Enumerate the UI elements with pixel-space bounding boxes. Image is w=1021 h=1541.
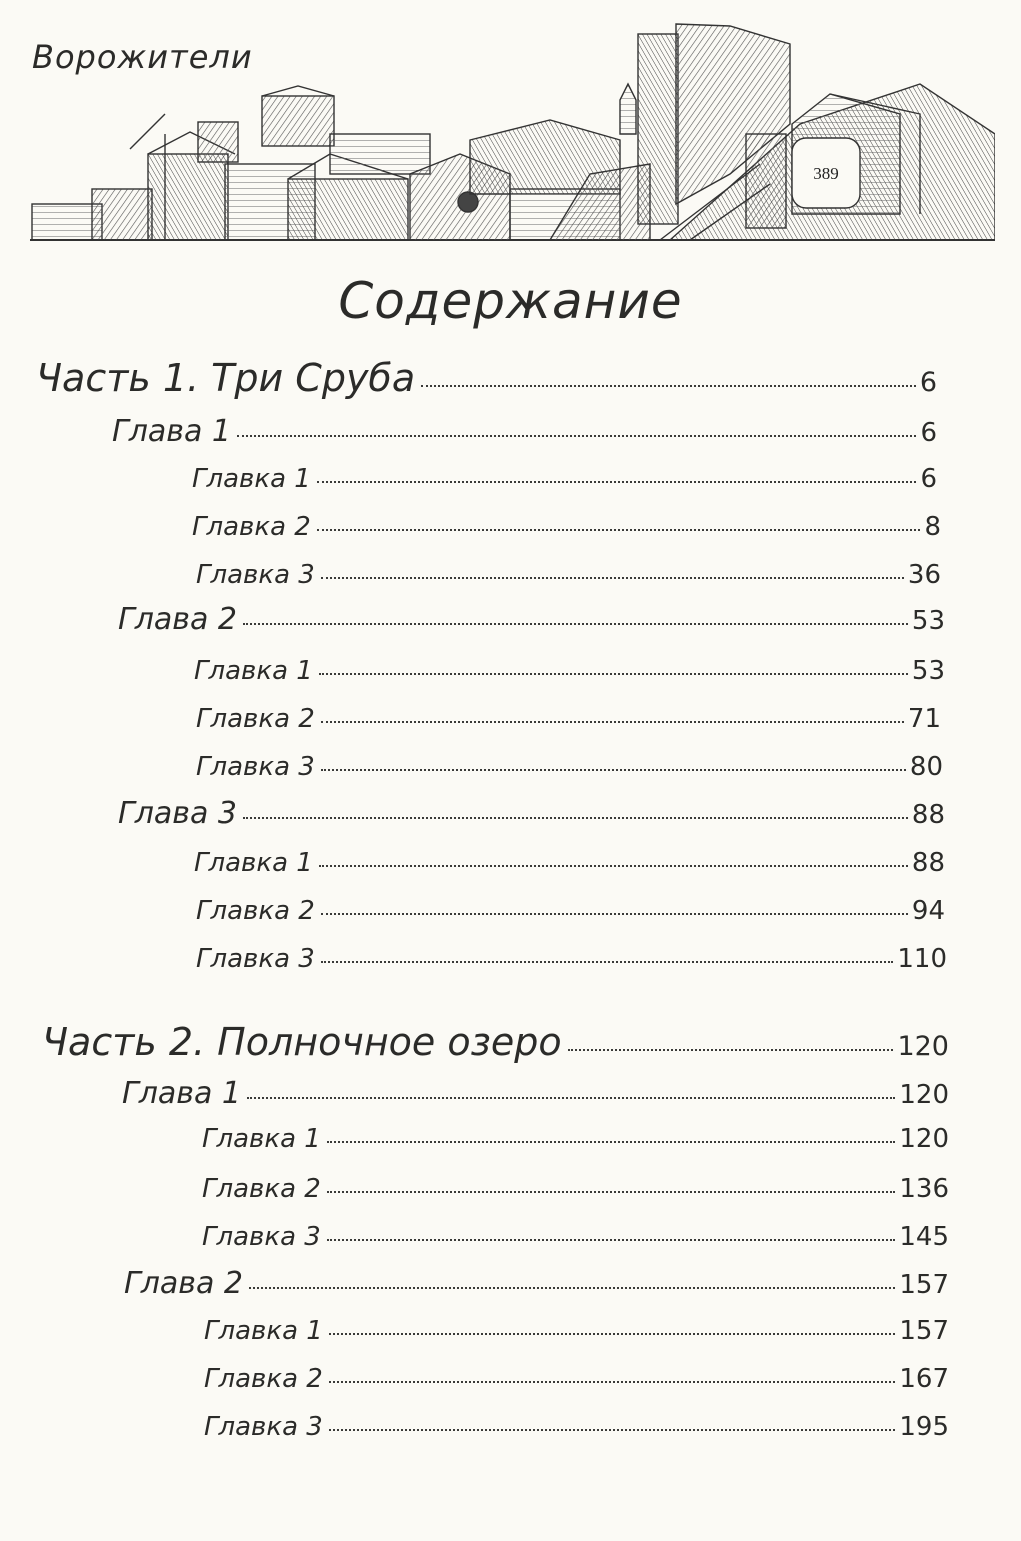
- page-number: 389: [813, 164, 839, 183]
- toc-section-title: Главка 2: [192, 512, 311, 542]
- dot-leader: [327, 1191, 896, 1193]
- toc-section-title: Главка 2: [196, 704, 315, 734]
- toc-page-number: 110: [897, 944, 947, 974]
- toc-page-number: 80: [909, 752, 943, 782]
- toc-section[interactable]: [196, 944, 947, 974]
- toc-page-number: 145: [899, 1222, 949, 1252]
- toc-section[interactable]: [196, 896, 945, 926]
- dot-leader: [329, 1333, 896, 1335]
- dot-leader: [317, 481, 917, 483]
- toc-part-1[interactable]: [36, 356, 937, 400]
- toc-section-title: Главка 2: [196, 896, 315, 926]
- toc-page-number: 88: [911, 800, 945, 830]
- toc-section[interactable]: [196, 560, 941, 590]
- toc-page-number: 71: [907, 704, 941, 734]
- toc-chapter[interactable]: [112, 414, 937, 449]
- toc-page-number: 8: [924, 512, 941, 542]
- toc-chapter[interactable]: [122, 1076, 949, 1111]
- toc-page-number: 120: [899, 1124, 949, 1154]
- toc-section-title: Главка 1: [194, 848, 313, 878]
- toc-section[interactable]: [204, 1316, 949, 1346]
- toc-section-title: Главка 3: [202, 1222, 321, 1252]
- toc-page-number: 6: [919, 367, 937, 398]
- dot-leader: [249, 1287, 895, 1289]
- toc-section[interactable]: [196, 704, 941, 734]
- dot-leader: [247, 1097, 895, 1099]
- toc-page-number: 120: [897, 1031, 949, 1062]
- toc-section[interactable]: [194, 656, 945, 686]
- toc-section[interactable]: [204, 1364, 949, 1394]
- dot-leader: [319, 673, 908, 675]
- toc-part-2[interactable]: [42, 1020, 949, 1064]
- dot-leader: [321, 769, 906, 771]
- toc-section[interactable]: [204, 1412, 949, 1442]
- toc-part-title: Часть 2. Полночное озеро: [42, 1020, 562, 1064]
- dot-leader: [327, 1141, 896, 1143]
- toc-section[interactable]: [192, 512, 941, 542]
- toc-chapter-title: Глава 1: [122, 1076, 241, 1111]
- toc-chapter-title: Глава 3: [118, 796, 237, 831]
- dot-leader: [329, 1381, 896, 1383]
- toc-page-number: 136: [899, 1174, 949, 1204]
- toc-chapter-title: Глава 2: [124, 1266, 243, 1301]
- toc-chapter[interactable]: [124, 1266, 949, 1301]
- dot-leader: [237, 435, 916, 437]
- toc-section-title: Главка 3: [204, 1412, 323, 1442]
- toc-section[interactable]: [202, 1174, 949, 1204]
- toc-section-title: Главка 1: [192, 464, 311, 494]
- toc-page-number: 167: [899, 1364, 949, 1394]
- dot-leader: [327, 1239, 896, 1241]
- toc-page-number: 94: [911, 896, 945, 926]
- dot-leader: [317, 529, 921, 531]
- toc-section-title: Главка 1: [194, 656, 313, 686]
- toc-page-number: 6: [920, 464, 937, 494]
- toc-section-title: Главка 3: [196, 944, 315, 974]
- book-title: Ворожители: [32, 38, 253, 76]
- dot-leader: [321, 961, 894, 963]
- toc-part-title: Часть 1. Три Сруба: [36, 356, 416, 400]
- toc-page-number: 53: [911, 656, 945, 686]
- toc-page-number: 6: [920, 418, 937, 448]
- dot-leader: [321, 721, 904, 723]
- toc-section-title: Главка 2: [202, 1174, 321, 1204]
- toc-section[interactable]: [202, 1124, 949, 1154]
- toc-heading: Содержание: [338, 272, 683, 330]
- dot-leader: [568, 1049, 894, 1051]
- page-header: [0, 0, 1021, 250]
- toc-page-number: 157: [899, 1316, 949, 1346]
- dot-leader: [243, 817, 908, 819]
- toc-section-title: Главка 1: [204, 1316, 323, 1346]
- dot-leader: [329, 1429, 896, 1431]
- dot-leader: [421, 385, 916, 387]
- toc-chapter[interactable]: [118, 602, 945, 637]
- toc-section[interactable]: [192, 464, 937, 494]
- dot-leader: [243, 623, 908, 625]
- toc-section[interactable]: [194, 848, 945, 878]
- toc-chapter-title: Глава 2: [118, 602, 237, 637]
- toc-section[interactable]: [202, 1222, 949, 1252]
- toc-page-number: 36: [907, 560, 941, 590]
- dot-leader: [321, 577, 904, 579]
- toc-chapter-title: Глава 1: [112, 414, 231, 449]
- toc-page-number: 157: [899, 1270, 949, 1300]
- toc-page-number: 53: [911, 606, 945, 636]
- toc-section-title: Главка 3: [196, 560, 315, 590]
- toc-chapter[interactable]: [118, 796, 945, 831]
- toc-page-number: 120: [899, 1080, 949, 1110]
- toc-page-number: 195: [899, 1412, 949, 1442]
- dot-leader: [321, 913, 908, 915]
- toc-section-title: Главка 3: [196, 752, 315, 782]
- toc-page-number: 88: [911, 848, 945, 878]
- dot-leader: [319, 865, 908, 867]
- toc-section-title: Главка 2: [204, 1364, 323, 1394]
- toc-section-title: Главка 1: [202, 1124, 321, 1154]
- toc-section[interactable]: [196, 752, 943, 782]
